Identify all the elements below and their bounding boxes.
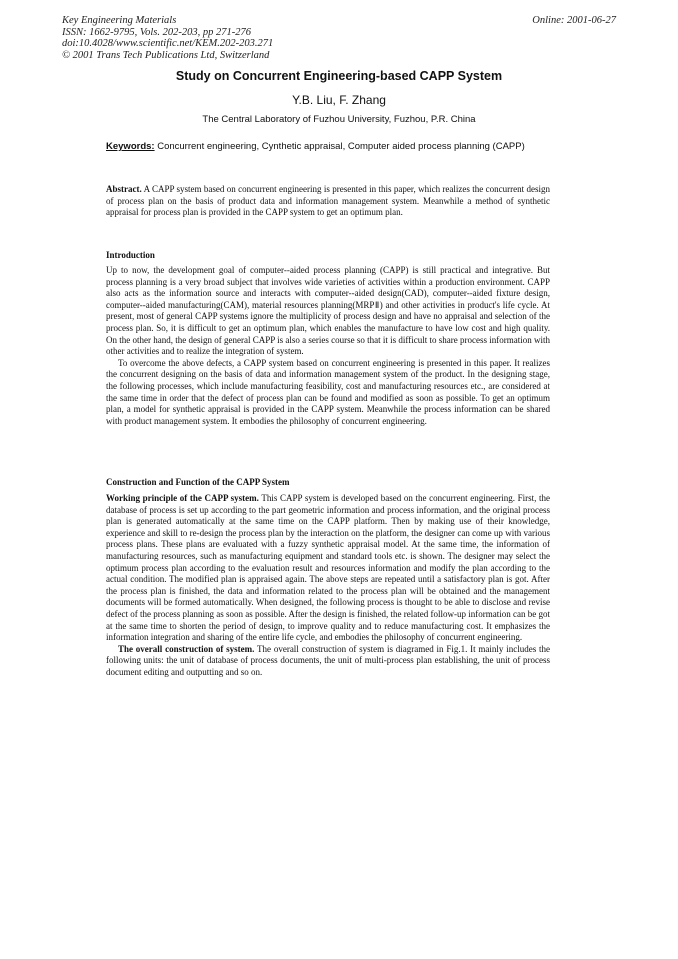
keywords-label: Keywords:: [106, 141, 155, 152]
paper-affiliation: The Central Laboratory of Fuzhou University, Fuzhou, P.R. China: [202, 114, 476, 125]
construction-body: [106, 493, 550, 679]
copyright-line: © 2001 Trans Tech Publications Ltd, Switzerland: [62, 49, 270, 61]
introduction-heading: Introduction: [106, 250, 155, 260]
overall-construction-text: The overall construction of system is diagramed in Fig.1. It mainly includes the following units: the unit of database of process documents, the unit of multi-process plan establishing, the unit of process document editing and outputting and so on.: [106, 643, 550, 677]
doi-line: doi:10.4028/www.scientific.net/KEM.202-203.271: [62, 38, 274, 49]
abstract-label: Abstract.: [106, 184, 142, 194]
keywords-text: Concurrent engineering, Cynthetic appraisal, Computer aided process planning (CAPP): [154, 141, 525, 152]
introduction-paragraph-2: To overcome the above defects, a CAPP system based on concurrent engineering is presented in this paper. It realizes the concurrent designing on the basis of data and information management system of the product. In the designing stage, the following processes, which include manufacturing feasibility, cost and manufacturing resources etc., are considered at the same time in order that the defect of process plan can be found and modified as soon as possible. To get an optimum plan, a model for synthetic appraisal is provided in the CAPP system. Meanwhile the process information can be shared with product management system. It embodies the philosophy of concurrent engineering.: [106, 357, 550, 426]
abstract-text: A CAPP system based on concurrent engineering is presented in this paper, which realizes the concurrent design of process plan on the basis of product data and information management system. Meanwhile a method of synthetic appraisal for process plan is provided in the CAPP system to get an optimum plan.: [106, 184, 550, 218]
journal-name: Key Engineering Materials: [62, 15, 177, 26]
working-principle-text: This CAPP system is developed based on the concurrent engineering. First, the database of process is set up according to the part geometric information and process information, and the original process plan is generated automatically at the same time on the CAPP platform. Then by making use of their knowledge, experience and skill to re-design the process plan by the interaction on the platform, the designer can come up with various process plans. These plans are evaluated with a fuzzy synthetic appraisal model. At the same time, the information of manufacturing resources, such as manufacturing equipment and standard tools etc. is shown. The designer may select the optimum process plan according to the evaluation result and resources information and modify the plan according to the actual condition. The modified plan is appraised again. The above steps are repeated until a satisfactory plan is got. After the process plan is finished, the data and information related to the process plan will be obtained and the management documents will be formed automatically. When designed, the following process is thought to be able to disclose and revise defect of the process planning as soon as possible. After the design is finished, the related follow-up information can be got at the same time to shorten the period of design, to improve quality and to reduce manufacturing cost. It emphasizes the information integration and sharing of the entire life cycle, and embodies the philosophy of concurrent engineering.: [106, 493, 550, 643]
paper-authors: Y.B. Liu, F. Zhang: [292, 93, 386, 107]
construction-heading: Construction and Function of the CAPP System: [106, 477, 290, 487]
working-principle-lead: Working principle of the CAPP system.: [106, 493, 259, 503]
issn-line: ISSN: 1662-9795, Vols. 202-203, pp 271-276: [62, 26, 251, 38]
introduction-paragraph-1: Up to now, the development goal of computer--aided process planning (CAPP) is still practical and integrative. But process planning is a very broad subject that involves wide varieties of activities within a production environment. CAPP also acts as the information source and interacts with computer--aided design(CAD), computer--aided fixture design, computer--aided manufacturing(CAM), material resources planning(MRPⅡ) and other activities in product's life cycle. At present, most of general CAPP systems ignore the multiplicity of process design and have no appraisal and selection of the process plan. So, it is difficult to get an optimum plan, which enables the manufacture to have low cost and high quality. On the other hand, the design of general CAPP is also a series course so that it is difficult to share process information with other activities and to realize the integration of system.: [106, 265, 550, 357]
introduction-body: [106, 265, 550, 427]
online-date: Online: 2001-06-27: [532, 15, 616, 26]
journal-meta: [62, 15, 273, 61]
overall-construction-lead: The overall construction of system.: [118, 643, 255, 654]
keywords: [106, 141, 550, 153]
paper-title: Study on Concurrent Engineering-based CAPP System: [175, 69, 503, 83]
abstract: [106, 184, 550, 219]
